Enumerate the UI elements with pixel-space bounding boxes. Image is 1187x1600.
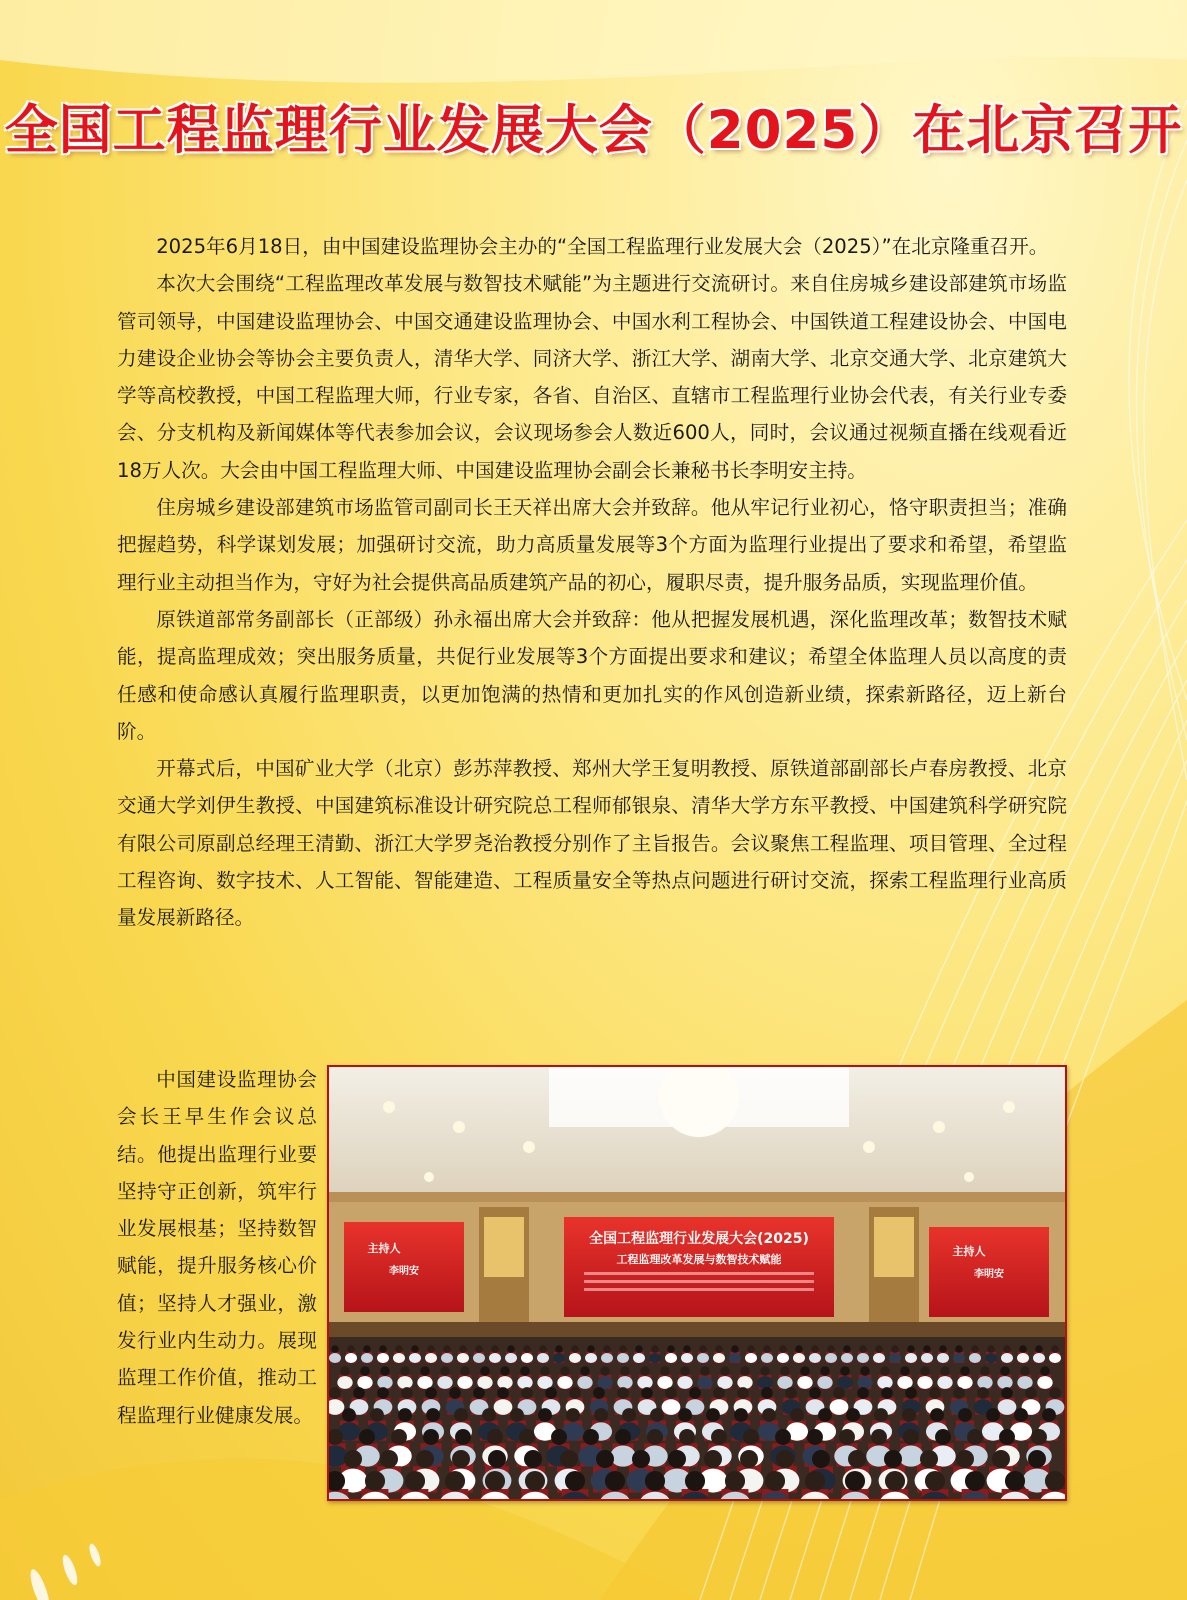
paragraph-intro: 2025年6月18日，由中国建设监理协会主办的“全国工程监理行业发展大会（2025）”在北京隆重召开。 — [156, 235, 1049, 258]
paragraph-keynotes: 开幕式后，中国矿业大学（北京）彭苏萍教授、郑州大学王复明教授、原铁道部副部长卢春房教授、北京交通大学刘伊生教授、中国建筑标准设计研究院总工程师郁银泉、清华大学方东平教授、中国建筑科学研究院有限公司原副总经理王清勤、浙江大学罗尧治教授分别作了主旨报告。会议聚焦工程监理、项目管理、全过程工程咨询、数字技术、人工智能、智能建造、工程质量安全等热点问题进行研讨交流，探索工程监理行业高质量发展新路径。 — [117, 757, 1067, 930]
page-title: 全国工程监理行业发展大会（2025）在北京召开 — [4, 100, 1183, 161]
left-screen-label: 主持人 — [367, 1242, 401, 1255]
article-body — [117, 228, 1067, 937]
paragraph-attendees: 本次大会围绕“工程监理改革发展与数智技术赋能”为主题进行交流研讨。来自住房城乡建设部建筑市场监管司领导，中国建设监理协会、中国交通建设监理协会、中国水利工程协会、中国铁道工程建设协会、中国电力建设企业协会等协会主要负责人，清华大学、同济大学、浙江大学、湖南大学、北京交通大学、北京建筑大学等高校教授，中国工程监理大师，行业专家，各省、自治区、直辖市工程监理行业协会代表，有关行业专委会、分支机构及新闻媒体等代表参加会议，会议现场参会人数近600人，同时，会议通过视频直播在线观看近18万人次。大会由中国工程监理大师、中国建设监理协会副会长兼秘书长李明安主持。 — [117, 272, 1067, 482]
paragraph-speech-wang: 住房城乡建设部建筑市场监管司副司长王天祥出席大会并致辞。他从牢记行业初心，恪守职责担当；准确把握趋势，科学谋划发展；加强研讨交流，助力高质量发展等3个方面为监理行业提出了要求和希望，希望监理行业主动担当作为，守好为社会提供高品质建筑产品的初心，履职尽责，提升服务品质，实现监理价值。 — [117, 496, 1067, 594]
right-screen-name: 李明安 — [974, 1269, 1004, 1280]
right-screen-label: 主持人 — [952, 1245, 986, 1258]
conference-hall-illustration — [329, 1067, 1065, 1499]
screen-title: 全国工程监理行业发展大会(2025) — [589, 1231, 809, 1247]
paragraph-summary: 中国建设监理协会会长王早生作会议总结。他提出监理行业要坚持守正创新，筑牢行业发展根基；坚持数智赋能，提升服务核心价值；坚持人才强业，激发行业内生动力。展现监理工作价值，推动工程监理行业健康发展。 — [117, 1068, 317, 1427]
screen-subtitle: 工程监理改革发展与数智技术赋能 — [616, 1253, 782, 1266]
article-side-column — [117, 1061, 317, 1434]
paragraph-speech-sun: 原铁道部常务副部长（正部级）孙永福出席大会并致辞：他从把握发展机遇，深化监理改革；数智技术赋能，提高监理成效；突出服务质量，共促行业发展等3个方面提出要求和建议；希望全体监理人员以高度的责任感和使命感认真履行监理职责，以更加饱满的热情和更加扎实的作风创造新业绩，探索新路径，迈上新台阶。 — [117, 607, 1067, 743]
conference-photo — [327, 1065, 1067, 1501]
left-screen-name: 李明安 — [389, 1266, 419, 1277]
